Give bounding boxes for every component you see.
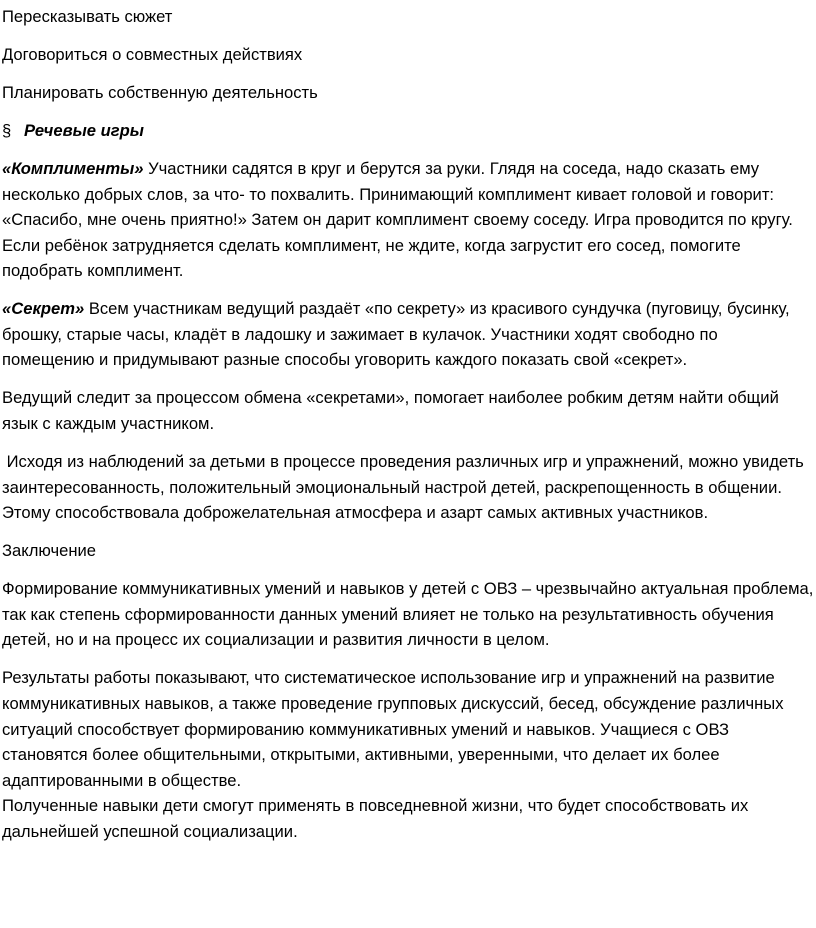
game-secret-text: Всем участникам ведущий раздаёт «по секрету» из красивого сундучка (пуговицу, бусинку, брошку, старые часы, кладёт в ладошку и зажимает в кулачок. Участники ходят свободно по помещению и придумывают разные способы уговорить каждого показать свой «секрет». <box>2 299 790 370</box>
game-secret-title: «Секрет» <box>2 299 85 319</box>
conclusion-heading: Заключение <box>2 541 96 561</box>
section-heading <box>2 118 814 144</box>
game-compliments-text: Участники садятся в круг и берутся за руки. Глядя на соседа, надо сказать ему несколько добрых слов, за что- то похвалить. Принимающий комплимент кивает головой и говорит: «Спасибо, мне очень приятно!» Затем он дарит комплимент своему соседу. Игра проводится по кругу. Если ребёнок затрудняется сделать комплимент, не ждите, когда загрустит его сосед, помогите подобрать комплимент. <box>2 158 793 281</box>
line-plan-activity: Планировать собственную деятельность <box>2 82 318 102</box>
conclusion-paragraph-3: Полученные навыки дети смогут применять в повседневной жизни, что будет способствовать их дальнейшей успешной социализации. <box>2 796 749 841</box>
game-secret-paragraph <box>2 296 814 373</box>
line-retell-plot: Пересказывать сюжет <box>2 7 173 26</box>
host-paragraph: Ведущий следит за процессом обмена «секретами», помогает наиболее робким детям найти общий язык с каждым участником. <box>2 388 779 434</box>
game-compliments-title: «Комплименты» <box>2 158 144 178</box>
line-agree-actions: Договориться о совместных действиях <box>2 44 303 64</box>
game-compliments-paragraph <box>2 156 814 284</box>
section-title: Речевые игры <box>24 120 144 140</box>
observations-paragraph: Исходя из наблюдений за детьми в процессе проведения различных игр и упражнений, можно увидеть заинтересованность, положительный эмоциональный настрой детей, раскрепощенность в общении. Этому способствовала доброжелательная атмосфера и азарт самых активных участников. <box>2 452 809 523</box>
section-bullet: § <box>2 120 12 140</box>
conclusion-paragraph-2: Результаты работы показывают, что систематическое использование игр и упражнений на развитие коммуникативных навыков, а также проведение групповых дискуссий, бесед, обсуждение различных ситуаций способствует формированию коммуникативных умений и навыков. Учащиеся с ОВЗ становятся более общительными, открытыми, активными, уверенными, что делает их более адаптированными в обществе. <box>2 668 784 790</box>
conclusion-paragraph-1: Формирование коммуникативных умений и навыков у детей с ОВЗ – чрезвычайно актуальная проблема, так как степень сформированности данных умений влияет не только на результативность обучения детей, но и на процесс их социализации и развития личности в целом. <box>2 579 814 650</box>
